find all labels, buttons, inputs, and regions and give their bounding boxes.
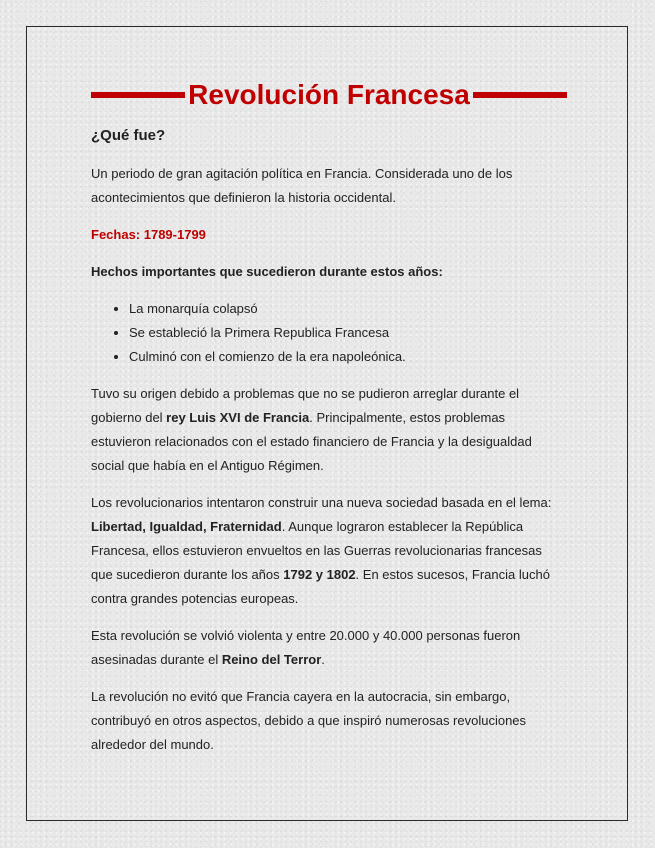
intro-paragraph: Un periodo de gran agitación política en Francia. Considerada uno de los acontecimientos que definieron la historia occidental. bbox=[91, 166, 513, 205]
text-span: Tuvo su origen debido a problemas que no se pudieron arreglar durante el gobierno del bbox=[91, 386, 520, 425]
bold-text: rey Luis XVI de Francia bbox=[166, 410, 310, 425]
list-item: • Se estableció la Primera Republica Francesa bbox=[129, 321, 567, 345]
facts-list bbox=[91, 297, 567, 369]
dates-line: Fechas: 1789-1799 bbox=[91, 227, 206, 242]
list-item: • Culminó con el comienzo de la era napoleónica. bbox=[129, 345, 567, 369]
section-heading: ¿Qué fue? bbox=[91, 127, 166, 144]
document-body bbox=[91, 120, 567, 770]
violence-paragraph bbox=[91, 624, 567, 672]
bold-text: Libertad, Igualdad, Fraternidad bbox=[91, 519, 282, 534]
text-span: Esta revolución se volvió violenta y entre 20.000 y 40.000 personas fueron asesinadas durante el bbox=[91, 628, 521, 667]
title-banner bbox=[91, 77, 567, 113]
text-span: . bbox=[321, 652, 325, 667]
facts-title: Hechos importantes que sucedieron durante estos años: bbox=[91, 264, 443, 279]
title-bar-right bbox=[473, 92, 567, 98]
text-span: . Principalmente, estos problemas estuvieron relacionados con el estado financiero de Francia y la desigualdad social que había en el Antiguo Régimen. bbox=[91, 410, 532, 473]
page-title: Revolución Francesa bbox=[188, 79, 470, 110]
list-item: • La monarquía colapsó bbox=[129, 297, 567, 321]
text-span: Los revolucionarios intentaron construir una nueva sociedad basada en el lema: bbox=[91, 495, 552, 510]
revolutionaries-paragraph bbox=[91, 491, 567, 611]
bold-text: Reino del Terror bbox=[221, 652, 322, 667]
text-span: . Aunque lograron establecer la República Francesa, ellos estuvieron envueltos en las Guerras revolucionarias francesas que sucedieron durante los años bbox=[91, 519, 542, 582]
origin-paragraph bbox=[91, 382, 567, 478]
text-span: . En estos sucesos, Francia luchó contra grandes potencias europeas. bbox=[91, 567, 550, 606]
bold-text: 1792 y 1802 bbox=[283, 567, 356, 582]
legacy-paragraph: La revolución no evitó que Francia cayera en la autocracia, sin embargo, contribuyó en otros aspectos, debido a que inspiró numerosas revoluciones alrededor del mundo. bbox=[91, 689, 527, 752]
title-bar-left bbox=[91, 92, 185, 98]
